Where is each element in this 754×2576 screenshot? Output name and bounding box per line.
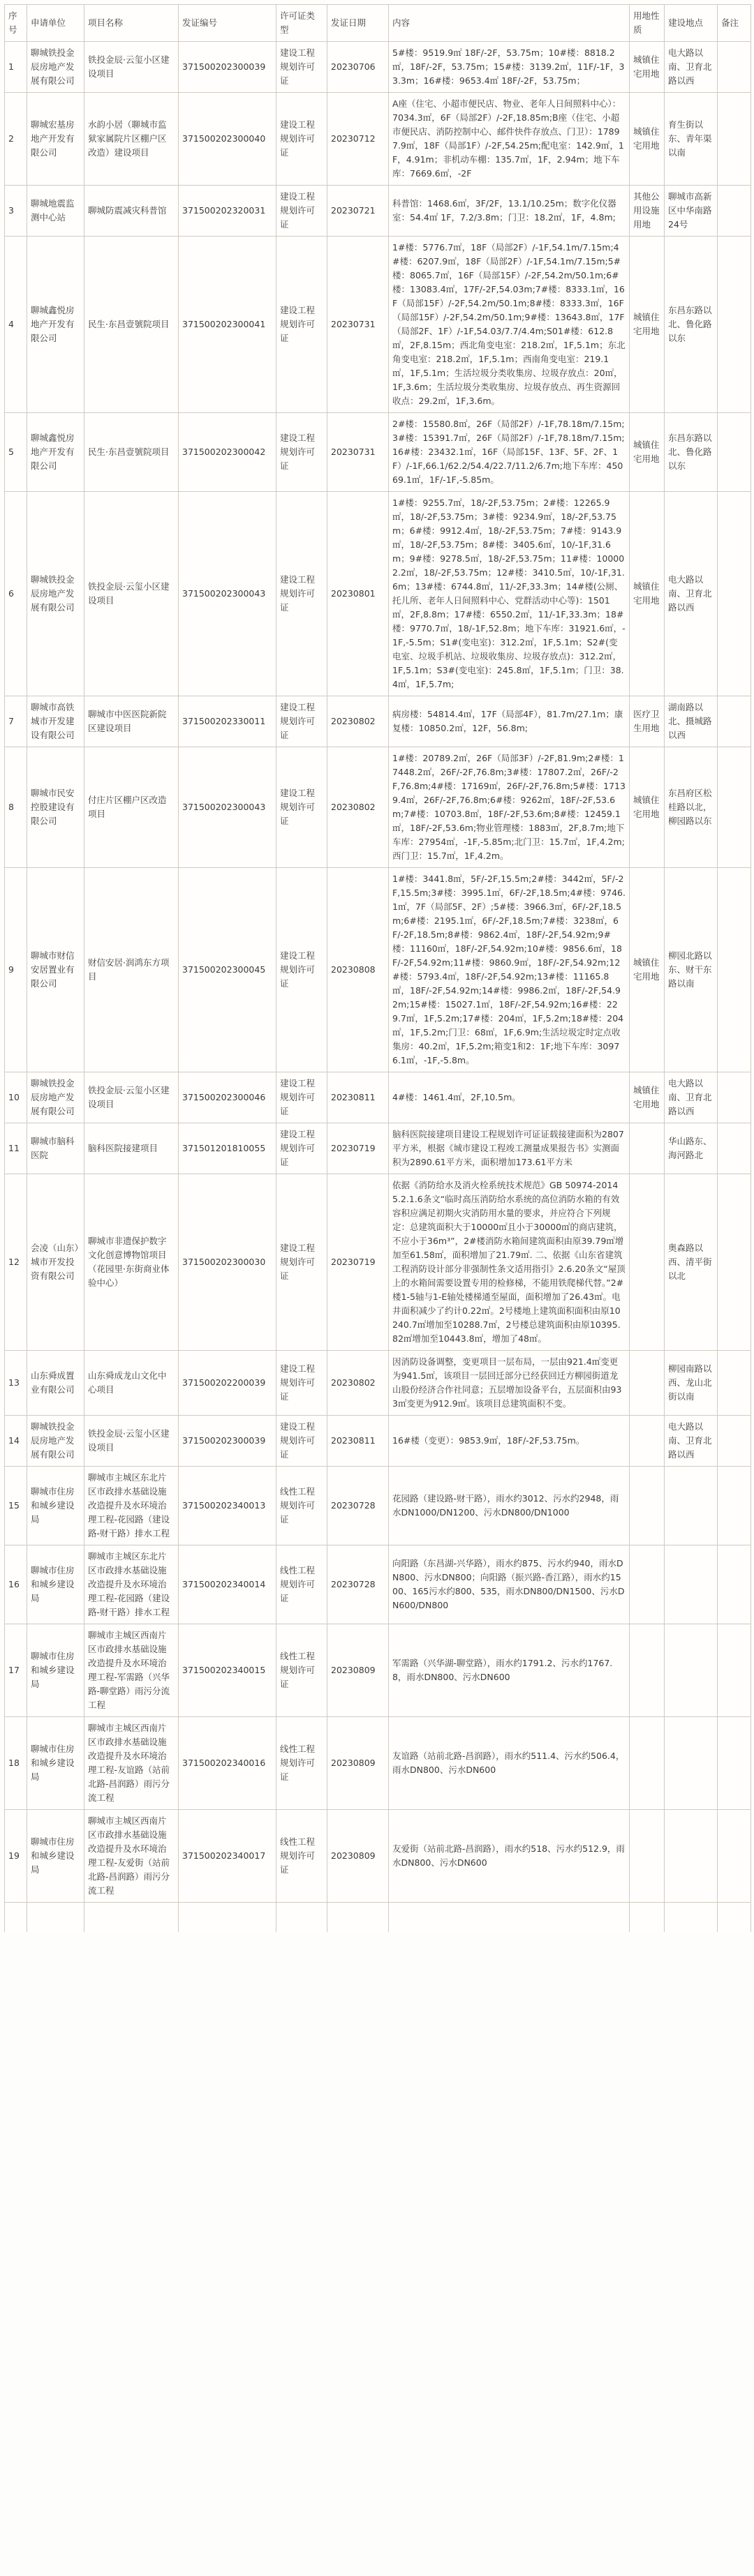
land-use-cell: 医疗卫生用地 [630, 696, 665, 747]
issue-date-cell: 20230809 [327, 1810, 389, 1903]
permit-type-cell: 建设工程规划许可证 [276, 492, 327, 696]
construction-location-cell [665, 1545, 718, 1624]
permit-content-cell: 因消防设备调整，变更项目一层布局，一层由921.4㎡变更为941.5㎡，该项目一层回迁部分已经获回迁方柳园街道龙山股份经济合作社同意；五层增加设备平台，五层面积由933㎡变更为912.9㎡。该项目总建筑面积不变。 [389, 1351, 630, 1416]
permit-content-cell: 4#楼：1461.4㎡，2F,10.5m。 [389, 1072, 630, 1123]
land-use-cell [630, 1351, 665, 1416]
row-number-cell: 15 [5, 1467, 27, 1545]
row-number-cell: 8 [5, 747, 27, 868]
permit-content-cell: 2#楼：15580.8㎡，26F（局部2F）/-1F,78.18m/7.15m;3#楼：15391.7㎡，26F（局部2F）/-1F,78.18m/7.15m;16#楼：23432.1㎡，16F（局部15F、13F、5F、2F、1F）/-1F,66.1/62.2/54.4/22.7/11.2/6.7m;地下车库：45069.1㎡，1F/-1F,-5.85m。 [389, 413, 630, 492]
remark-cell [718, 413, 751, 492]
table-row [5, 413, 751, 492]
certificate-number-cell: 371500202300046 [179, 1072, 276, 1123]
applicant-cell: 聊城铁投金辰房地产发展有限公司 [27, 42, 84, 93]
remark-cell [718, 1416, 751, 1467]
remark-cell [718, 1174, 751, 1351]
construction-location-cell [665, 1717, 718, 1810]
permit-type-cell: 线性工程规划许可证 [276, 1624, 327, 1717]
project-name-cell: 聊城防震减灾科普馆 [84, 186, 179, 237]
permit-content-cell: 病房楼：54814.4㎡，17F（局部4F），81.7m/27.1m；康复楼：10850.2㎡，12F，56.8m; [389, 696, 630, 747]
table-header-row [5, 5, 751, 42]
issue-date-cell: 20230721 [327, 186, 389, 237]
remark-cell [718, 1072, 751, 1123]
issue-date-cell: 20230809 [327, 1624, 389, 1717]
permit-content-cell [389, 1903, 630, 1933]
land-use-cell: 城镇住宅用地 [630, 747, 665, 868]
permit-type-cell: 建设工程规划许可证 [276, 747, 327, 868]
construction-location-cell: 电大路以南、卫育北路以西 [665, 1416, 718, 1467]
construction-location-cell [665, 1810, 718, 1903]
permit-type-cell: 建设工程规划许可证 [276, 186, 327, 237]
construction-location-cell: 东昌府区松桂路以北，柳园路以东 [665, 747, 718, 868]
certificate-number-cell: 371500202300043 [179, 747, 276, 868]
applicant-cell: 聊城市住房和城乡建设局 [27, 1467, 84, 1545]
permit-type-cell: 建设工程规划许可证 [276, 1123, 327, 1174]
remark-cell [718, 696, 751, 747]
remark-cell [718, 492, 751, 696]
land-use-cell: 城镇住宅用地 [630, 413, 665, 492]
row-number-cell: 16 [5, 1545, 27, 1624]
remark-cell [718, 1810, 751, 1903]
permit-content-cell: 16#楼（变更）：9853.9㎡，18F/-2F,53.75m。 [389, 1416, 630, 1467]
permit-content-cell: 脑科医院接建项目建设工程规划许可证证载接建面积为2807平方米，根据《城市建设工程竣工测量成果报告书》实测面积为2890.61平方米，面积增加173.61平方米 [389, 1123, 630, 1174]
remark-cell [718, 1717, 751, 1810]
permit-content-cell: 友爱街（站前北路-昌润路），雨水约518、污水约512.9，雨水DN800、污水DN600 [389, 1810, 630, 1903]
certificate-number-cell: 371500202300030 [179, 1174, 276, 1351]
applicant-cell: 聊城市住房和城乡建设局 [27, 1810, 84, 1903]
issue-date-cell: 20230712 [327, 93, 389, 186]
project-name-cell: 山东舜成龙山文化中心项目 [84, 1351, 179, 1416]
row-number-cell: 14 [5, 1416, 27, 1467]
permit-type-cell: 建设工程规划许可证 [276, 1072, 327, 1123]
applicant-cell: 聊城市住房和城乡建设局 [27, 1717, 84, 1810]
project-name-cell: 铁投金辰·云玺小区建设项目 [84, 1072, 179, 1123]
project-name-cell: 聊城市非遗保护数字文化创意博物馆项目（花园里·东街商业体验中心） [84, 1174, 179, 1351]
row-number-cell [5, 1903, 27, 1933]
applicant-cell: 山东舜成置业有限公司 [27, 1351, 84, 1416]
project-name-cell: 铁投金辰·云玺小区建设项目 [84, 492, 179, 696]
certificate-number-cell: 371500202330011 [179, 696, 276, 747]
applicant-cell: 聊城市住房和城乡建设局 [27, 1624, 84, 1717]
construction-location-cell [665, 1467, 718, 1545]
row-number-cell: 2 [5, 93, 27, 186]
permit-type-cell: 建设工程规划许可证 [276, 868, 327, 1072]
project-name-cell: 民生·东昌壹號院项目 [84, 413, 179, 492]
permit-content-cell: 向阳路（东昌湖-兴华路），雨水约875、污水约940，雨水DN800、污水DN800；向阳路（振兴路-香江路），雨水约1500、165污水约800、535，雨水DN800/DN1500、污水DN600/DN800 [389, 1545, 630, 1624]
table-row [5, 1351, 751, 1416]
issue-date-cell [327, 1903, 389, 1933]
permit-content-cell: 依据《消防给水及消火栓系统技术规范》GB 50974-2014 5.2.1.6条文“临时高压消防给水系统的高位消防水箱的有效容积应满足初期火灾消防用水量的要求，并应符合下列规定：总建筑面积大于10000㎡且小于30000㎡的商店建筑，不应小于36m³”，2#楼消防水箱间建筑面积由原39.79㎡增加至61.58㎡，面积增加了21.79㎡. 二、依据《山东省建筑工程消防设计部分非强制性条文适用指引》2.6.20条文“屋顶上的水箱间需要设置专用的检修梯，不能用铁爬梯代替。”2#楼1-5轴与1-E轴处楼梯通至屋面，面积增加了26.43㎡。电井面积减少了约计0.22㎡。2号楼地上建筑面积面积由原10240.7㎡增加至10288.7㎡，2号楼总建筑面积由原10395.82㎡增加至10443.8㎡，增加了48㎡。 [389, 1174, 630, 1351]
certificate-number-cell: 371500202300042 [179, 413, 276, 492]
certificate-number-cell: 371500202340017 [179, 1810, 276, 1903]
remark-cell [718, 93, 751, 186]
land-use-cell: 城镇住宅用地 [630, 492, 665, 696]
construction-location-cell: 电大路以南、卫育北路以西 [665, 492, 718, 696]
issue-date-cell: 20230802 [327, 1351, 389, 1416]
remark-cell [718, 1467, 751, 1545]
remark-cell [718, 1903, 751, 1933]
land-use-cell [630, 1174, 665, 1351]
certificate-number-cell: 371500202300045 [179, 868, 276, 1072]
issue-date-cell: 20230811 [327, 1072, 389, 1123]
certificate-number-cell: 371500202300039 [179, 1416, 276, 1467]
land-use-cell [630, 1416, 665, 1467]
land-use-cell [630, 1903, 665, 1933]
construction-location-cell: 奥森路以西、清平街以北 [665, 1174, 718, 1351]
certificate-number-cell: 371500202340016 [179, 1717, 276, 1810]
construction-location-cell: 电大路以南、卫育北路以西 [665, 42, 718, 93]
issue-date-cell: 20230719 [327, 1123, 389, 1174]
permit-content-cell: 1#楼：3441.8㎡，5F/-2F,15.5m;2#楼：3442㎡，5F/-2F,15.5m;3#楼：3995.1㎡，6F/-2F,18.5m;4#楼：9746.1㎡，7F（局部5F、2F）;5#楼：3966.3㎡，6F/-2F,18.5m;6#楼：2195.1㎡，6F/-2F,18.5m;7#楼：3238㎡，6F/-2F,18.5m;8#楼：9862.4㎡，18F/-2F,54.92m;9#楼：11160㎡，18F/-2F,54.92m;10#楼：9856.6㎡，18F/-2F,54.92m;11#楼：9860.9㎡，18F/-2F,54.92m;12#楼：5793.4㎡，18F/-2F,54.92m;13#楼：11165.8㎡，18F/-2F,54.92m;14#楼：9986.2㎡，18F/-2F,54.92m;15#楼：15027.1㎡，18F/-2F,54.92m;16#楼：229.7㎡，1F,5.2m;17#楼：204㎡，1F,5.2m;18#楼：204㎡，1F,5.2m;门卫：68㎡，1F,6.9m;生活垃圾定时定点收集房：40.2㎡，1F,5.2m;箱变1和2：1F;地下车库：30976.1㎡，-1F,-5.8m。 [389, 868, 630, 1072]
row-number-cell: 13 [5, 1351, 27, 1416]
row-number-cell: 7 [5, 696, 27, 747]
applicant-cell [27, 1903, 84, 1933]
permit-type-cell: 建设工程规划许可证 [276, 1416, 327, 1467]
issue-date-cell: 20230802 [327, 696, 389, 747]
permit-content-cell: A座（住宅、小超市便民店、物业、老年人日间照料中心）：7034.3㎡，6F（局部2F）/-2F,18.85m;B座（住宅、小超市便民店、消防控制中心、邮件快件存放点、门卫）：17897.9㎡，18F（局部1F）/-2F,54.25m;配电室：142.9㎡，1F，4.91m；非机动车棚：135.7㎡，1F，2.94m；地下车库：7669.6㎡，-2F [389, 93, 630, 186]
permit-content-cell: 5#楼：9519.9㎡ 18F/-2F，53.75m；10#楼：8818.2㎡，18F/-2F，53.75m；15#楼：3139.2㎡，11F/-1F，33.3m；16#楼：9653.4㎡ 18F/-2F，53.75m； [389, 42, 630, 93]
table-row [5, 1624, 751, 1717]
remark-cell [718, 1123, 751, 1174]
land-use-cell [630, 1810, 665, 1903]
project-name-cell [84, 1903, 179, 1933]
land-use-cell [630, 1545, 665, 1624]
remark-cell [718, 747, 751, 868]
land-use-cell [630, 1123, 665, 1174]
permit-content-cell: 友谊路（站前北路-昌润路），雨水约511.4、污水约506.4，雨水DN800、污水DN600 [389, 1717, 630, 1810]
table-row [5, 42, 751, 93]
issue-date-cell: 20230731 [327, 413, 389, 492]
row-number-cell: 9 [5, 868, 27, 1072]
permit-type-cell: 建设工程规划许可证 [276, 237, 327, 413]
issue-date-cell: 20230731 [327, 237, 389, 413]
header-no: 序号 [5, 5, 27, 42]
row-number-cell: 6 [5, 492, 27, 696]
permit-content-cell: 1#楼：20789.2㎡，26F（局部3F）/-2F,81.9m;2#楼：17448.2㎡，26F/-2F,76.8m;3#楼：17807.2㎡，26F/-2F,76.8m;4#楼：17169㎡，26F/-2F,76.8m;5#楼：17139.4㎡，26F/-2F,76.8m;6#楼：9262㎡，18F/-2F,53.6m;7#楼：10703.8㎡，18F/-2F,53.6m;8#楼：12459.1㎡，18F/-2F,53.6m;物业管理楼：1883㎡，2F,8.7m;地下车库：27954㎡，-1F,-5.85m;北门卫：15.7㎡，1F,4.2m;西门卫：15.7㎡，1F,4.2m。 [389, 747, 630, 868]
row-number-cell: 12 [5, 1174, 27, 1351]
construction-location-cell: 育生街以东、青年渠以南 [665, 93, 718, 186]
permit-table [4, 4, 751, 1932]
table-row [5, 237, 751, 413]
applicant-cell: 会凌（山东）城市开发投资有限公司 [27, 1174, 84, 1351]
construction-location-cell: 湖南路以北、摄城路以西 [665, 696, 718, 747]
table-row-partial [5, 1903, 751, 1933]
applicant-cell: 聊城市脑科医院 [27, 1123, 84, 1174]
applicant-cell: 聊城鑫悦房地产开发有限公司 [27, 413, 84, 492]
table-row [5, 1416, 751, 1467]
certificate-number-cell: 371500202300040 [179, 93, 276, 186]
header-project: 项目名称 [84, 5, 179, 42]
row-number-cell: 1 [5, 42, 27, 93]
project-name-cell: 付庄片区棚户区改造项目 [84, 747, 179, 868]
project-name-cell: 聊城市主城区西南片区市政排水基础设施改造提升及水环境治理工程-友谊路（站前北路-昌润路）雨污分流工程 [84, 1717, 179, 1810]
permit-content-cell: 1#楼：5776.7㎡，18F（局部2F）/-1F,54.1m/7.15m;4#楼：6207.9㎡，18F（局部2F）/-1F,54.1m/7.15m;5#楼：8065.7㎡，16F（局部15F）/-2F,54.2m/50.1m;6#楼：13083.4㎡，17F/-2F,54.03m;7#楼：8333.1㎡，16F（局部15F）/-2F,54.2m/50.1m;8#楼：8333.3㎡，16F（局部15F）/-2F,54.2m/50.1m;9#楼：13643.8㎡，17F（局部2F、1F）/-1F,54.03/7.7/4.4m;S01#楼：612.8㎡，2F,8.15m；西北角变电室：218.2㎡，1F,5.1m；东北角变电室：218.2㎡，1F,5.1m；西南角变电室：219.1㎡，1F,5.1m；生活垃圾分类收集房、垃圾存放点：20㎡，1F,3.6m；生活垃圾分类收集房、垃圾存放点、再生资源回收点：29.2㎡，1F,3.6m。 [389, 237, 630, 413]
remark-cell [718, 186, 751, 237]
remark-cell [718, 42, 751, 93]
remark-cell [718, 237, 751, 413]
header-permit-type: 许可证类型 [276, 5, 327, 42]
table-row [5, 1717, 751, 1810]
certificate-number-cell: 371500202340013 [179, 1467, 276, 1545]
project-name-cell: 聊城市主城区西南片区市政排水基础设施改造提升及水环境治理工程-军需路（兴华路-聊堂路）雨污分流工程 [84, 1624, 179, 1717]
header-applicant: 申请单位 [27, 5, 84, 42]
table-row [5, 1810, 751, 1903]
construction-location-cell: 聊城市高新区中华南路24号 [665, 186, 718, 237]
permit-content-cell: 科普馆：1468.6㎡，3F/2F，13.1/10.25m；数字化仪器室：54.4㎡ 1F，7.2/3.8m；门卫：18.2㎡，1F，4.8m; [389, 186, 630, 237]
issue-date-cell: 20230811 [327, 1416, 389, 1467]
issue-date-cell: 20230808 [327, 868, 389, 1072]
certificate-number-cell: 371500202300043 [179, 492, 276, 696]
remark-cell [718, 1351, 751, 1416]
construction-location-cell [665, 1903, 718, 1933]
table-row [5, 868, 751, 1072]
permit-type-cell: 线性工程规划许可证 [276, 1810, 327, 1903]
applicant-cell: 聊城市财信安居置业有限公司 [27, 868, 84, 1072]
land-use-cell: 城镇住宅用地 [630, 237, 665, 413]
land-use-cell [630, 1624, 665, 1717]
certificate-number-cell [179, 1903, 276, 1933]
applicant-cell: 聊城地震监测中心站 [27, 186, 84, 237]
permit-type-cell: 线性工程规划许可证 [276, 1467, 327, 1545]
applicant-cell: 聊城市住房和城乡建设局 [27, 1545, 84, 1624]
table-row [5, 1467, 751, 1545]
applicant-cell: 聊城市高铁城市开发建设有限公司 [27, 696, 84, 747]
table-row [5, 747, 751, 868]
applicant-cell: 聊城铁投金辰房地产发展有限公司 [27, 1072, 84, 1123]
issue-date-cell: 20230728 [327, 1467, 389, 1545]
project-name-cell: 财信安居·润鸿东方项目 [84, 868, 179, 1072]
row-number-cell: 19 [5, 1810, 27, 1903]
certificate-number-cell: 371501201810055 [179, 1123, 276, 1174]
issue-date-cell: 20230801 [327, 492, 389, 696]
applicant-cell: 聊城市民安控股建设有限公司 [27, 747, 84, 868]
project-name-cell: 水韵小居（聊城市监狱家属院片区棚户区改造）建设项目 [84, 93, 179, 186]
construction-location-cell: 东昌东路以北、鲁化路以东 [665, 413, 718, 492]
project-name-cell: 脑科医院接建项目 [84, 1123, 179, 1174]
applicant-cell: 聊城铁投金辰房地产发展有限公司 [27, 492, 84, 696]
row-number-cell: 5 [5, 413, 27, 492]
row-number-cell: 17 [5, 1624, 27, 1717]
applicant-cell: 聊城宏基房地产开发有限公司 [27, 93, 84, 186]
certificate-number-cell: 371500202300039 [179, 42, 276, 93]
land-use-cell: 城镇住宅用地 [630, 93, 665, 186]
issue-date-cell: 20230719 [327, 1174, 389, 1351]
header-issue-date: 发证日期 [327, 5, 389, 42]
project-name-cell: 铁投金辰·云玺小区建设项目 [84, 42, 179, 93]
certificate-number-cell: 371500202300041 [179, 237, 276, 413]
table-row [5, 93, 751, 186]
issue-date-cell: 20230728 [327, 1545, 389, 1624]
project-name-cell: 聊城市主城区西南片区市政排水基础设施改造提升及水环境治理工程-友爱街（站前北路-昌润路）雨污分流工程 [84, 1810, 179, 1903]
project-name-cell: 聊城市中医医院新院区建设项目 [84, 696, 179, 747]
issue-date-cell: 20230809 [327, 1717, 389, 1810]
table-row [5, 1072, 751, 1123]
row-number-cell: 4 [5, 237, 27, 413]
land-use-cell [630, 1717, 665, 1810]
permit-type-cell: 建设工程规划许可证 [276, 696, 327, 747]
land-use-cell: 其他公用设施用地 [630, 186, 665, 237]
header-land-use: 用地性质 [630, 5, 665, 42]
applicant-cell: 聊城铁投金辰房地产发展有限公司 [27, 1416, 84, 1467]
land-use-cell: 城镇住宅用地 [630, 868, 665, 1072]
construction-location-cell: 华山路东、海河路北 [665, 1123, 718, 1174]
header-remark: 备注 [718, 5, 751, 42]
permit-type-cell: 线性工程规划许可证 [276, 1717, 327, 1810]
certificate-number-cell: 371500202200039 [179, 1351, 276, 1416]
land-use-cell [630, 1467, 665, 1545]
issue-date-cell: 20230706 [327, 42, 389, 93]
remark-cell [718, 1624, 751, 1717]
remark-cell [718, 868, 751, 1072]
project-name-cell: 民生·东昌壹號院项目 [84, 237, 179, 413]
row-number-cell: 3 [5, 186, 27, 237]
permit-type-cell [276, 1903, 327, 1933]
certificate-number-cell: 371500202340014 [179, 1545, 276, 1624]
header-content: 内容 [389, 5, 630, 42]
remark-cell [718, 1545, 751, 1624]
table-row [5, 186, 751, 237]
construction-location-cell: 电大路以南、卫育北路以西 [665, 1072, 718, 1123]
permit-type-cell: 建设工程规划许可证 [276, 413, 327, 492]
applicant-cell: 聊城鑫悦房地产开发有限公司 [27, 237, 84, 413]
certificate-number-cell: 371500202340015 [179, 1624, 276, 1717]
permit-content-cell: 军需路（兴华湖-聊堂路），雨水约1791.2、污水约1767.8，雨水DN800、污水DN600 [389, 1624, 630, 1717]
permit-type-cell: 建设工程规划许可证 [276, 1351, 327, 1416]
construction-location-cell: 柳园北路以东、财干东路以南 [665, 868, 718, 1072]
table-row [5, 1174, 751, 1351]
permit-type-cell: 建设工程规划许可证 [276, 93, 327, 186]
land-use-cell: 城镇住宅用地 [630, 1072, 665, 1123]
table-row [5, 492, 751, 696]
permit-type-cell: 建设工程规划许可证 [276, 42, 327, 93]
permit-type-cell: 线性工程规划许可证 [276, 1545, 327, 1624]
land-use-cell: 城镇住宅用地 [630, 42, 665, 93]
row-number-cell: 18 [5, 1717, 27, 1810]
permit-content-cell: 1#楼：9255.7㎡，18/-2F,53.75m；2#楼：12265.9㎡，18/-2F,53.75m；3#楼：9234.9㎡，18/-2F,53.75m；6#楼：9912.4㎡，18/-2F,53.75m；7#楼：9143.9㎡，18/-2F,53.75m；8#楼：3405.6㎡，10/-1F,31.6m；9#楼：9278.5㎡，18/-2F,53.75m；11#楼：100002.2㎡，18/-2F,53.75m；12#楼：3410.5㎡，10/-1F,31.6m；13#楼：6744.8㎡，11/-2F,33.3m；14#楼(公厕、托儿所、老年人日间照料中心、党群活动中心等)：1501㎡，2F,8.8m；17#楼：6550.2㎡，11/-1F,33.3m；18#楼：9770.7㎡，18/-1F,52.8m；地下车库：31921.6㎡，-1F,-5.5m；S1#(变电室)：312.2㎡，1F,5.1m；S2#(变电室、垃圾手机站、垃圾收集房、垃圾存放点)：312.2㎡，1F,5.1m；S3#(变电室)：245.8㎡，1F,5.1m；门卫：38.4㎡，1F,5.7m; [389, 492, 630, 696]
construction-location-cell: 东昌东路以北、鲁化路以东 [665, 237, 718, 413]
project-name-cell: 铁投金辰·云玺小区建设项目 [84, 1416, 179, 1467]
table-row [5, 1545, 751, 1624]
construction-location-cell [665, 1624, 718, 1717]
project-name-cell: 聊城市主城区东北片区市政排水基础设施改造提升及水环境治理工程-花园路（建设路-财干路）排水工程 [84, 1545, 179, 1624]
row-number-cell: 10 [5, 1072, 27, 1123]
construction-location-cell: 柳园南路以西、龙山北街以南 [665, 1351, 718, 1416]
certificate-number-cell: 371500202320031 [179, 186, 276, 237]
row-number-cell: 11 [5, 1123, 27, 1174]
permit-content-cell: 花园路（建设路-财干路），雨水约3012、污水约2948，雨水DN1000/DN1200、污水DN800/DN1000 [389, 1467, 630, 1545]
table-row [5, 1123, 751, 1174]
permit-type-cell: 建设工程规划许可证 [276, 1174, 327, 1351]
header-location: 建设地点 [665, 5, 718, 42]
issue-date-cell: 20230802 [327, 747, 389, 868]
project-name-cell: 聊城市主城区东北片区市政排水基础设施改造提升及水环境治理工程-花园路（建设路-财干路）排水工程 [84, 1467, 179, 1545]
header-cert-no: 发证编号 [179, 5, 276, 42]
table-row [5, 696, 751, 747]
